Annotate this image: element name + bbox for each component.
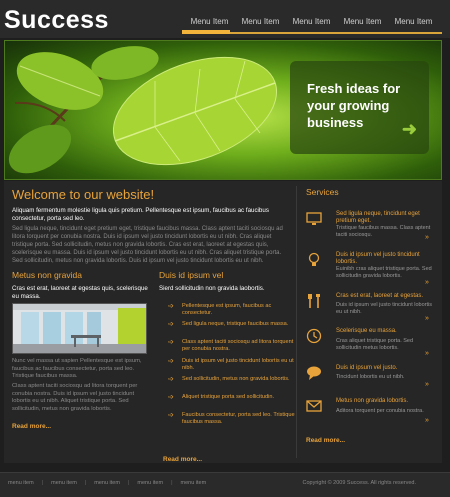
list-item[interactable]: ➩ Class aptent taciti sociosqu ad litora torquent per conubia nostra. [168,339,294,353]
footer-nav-item-3[interactable]: menu item [94,480,120,486]
services-read-more-link[interactable]: Read more... [306,437,346,444]
arrow-bullet-icon: ➩ [168,375,174,383]
hero-banner [4,40,442,180]
footer [0,472,450,497]
nav-active-indicator [182,30,230,34]
footer-nav-item-1[interactable]: menu item [8,480,34,486]
arrow-bullet-icon: ➩ [168,303,174,310]
nav-item-4[interactable]: Menu Item [343,17,382,26]
service-item[interactable]: Sed ligula neque, tincidunt eget pretium eget. Tristique faucibus massa. Class aptent taciti sociosqu. » [306,211,438,243]
tools-icon [306,293,322,309]
service-item[interactable]: Duis id ipsum vel justo tincidunt lobortis. Euinibh cras aliquet tristique porta. Sed sollicitudin gravida lobortis. » [306,252,438,288]
metus-title: Metus non gravida [12,270,82,280]
separator: | [171,480,173,486]
copyright: Copyright © 2009 Success. All rights reserved. [302,480,416,486]
arrow-bullet-icon: ➩ [168,321,174,329]
service-item[interactable]: Cras est erat, laoreet at egestas. Duis id ipsum vel justo tincidunt lobortis eu ut nibh. » [306,293,438,323]
double-chevron-icon[interactable]: » [425,279,429,286]
arrow-bullet-icon: ➩ [168,412,174,420]
service-item[interactable]: Scelerisque eu massa. Cras aliquet tristique porta. Sed sollicitudin metus lobortis. » [306,328,438,358]
services-title: Services [306,187,339,197]
arrow-bullet-icon: ➩ [168,339,174,347]
welcome-title: Welcome to our website! [12,187,155,202]
separator: | [41,480,44,486]
arrow-bullet-icon: ➩ [168,393,174,401]
welcome-body: Sed ligula neque, tincidunt eget pretium eget, tristique faucibus massa. Class aptent taciti sociosqu ad litora torquent per conubia nostra. Duis id ipsum vel justo tincidunt lobortis eu ut nibh. Cras aliquet tristique porta. Sed sollicitudin, metus non gravida lobortis. Cras est erat, laoreet at egestas quis, scelerisque eu massa. Duis id ipsum vel justo tincidunt lobortis eu ut nibh. Cras aliquet tristique porta. Sed sollicitudin, metus non gravida lobortis. Duis id ipsum vel justo tincidunt lobortis eu ut nibh. [12,226,283,264]
list-item[interactable]: ➩ Duis id ipsum vel justo tincidunt lobortis eu ut nibh. [168,357,294,371]
office-photo [12,303,147,354]
footer-nav [8,480,206,486]
footer-nav-item-5[interactable]: menu item [180,480,207,486]
list-item[interactable]: ➩ Aliquet tristique porta sed sollicitudin. [168,393,275,401]
list-item[interactable]: ➩ Sed ligula neque, tristique faucibus massa. [168,321,289,329]
arrow-right-icon[interactable]: ➜ [401,119,417,139]
service-item[interactable]: Duis id ipsum vel justo. Tincidunt lobortis eu ut nibh. » [306,365,438,391]
welcome-lead: Aliquam fermentum molestie ligula quis pretium. Pellentesque est ipsum, faucibus ac faucibus consectetur, porta sed leo. [12,207,269,222]
separator: | [127,480,130,486]
main-nav [184,17,439,26]
promo-box[interactable] [290,61,429,154]
metus-lead: Cras est erat, laoreet at egestas quis, scelerisque eu massa. [12,285,148,300]
list-item[interactable]: ➩ Sed sollicitudin, metus non gravida lobortis. [168,375,290,383]
double-chevron-icon[interactable]: » [425,350,429,357]
list-item[interactable]: ➩ Pellentesque est ipsum, faucibus ac consectetur. [168,303,272,316]
nav-item-3[interactable]: Menu Item [292,17,331,26]
separator: | [84,480,87,486]
double-chevron-icon[interactable]: » [425,234,429,241]
duis-title: Duis id ipsum vel [159,270,224,280]
nav-item-5[interactable]: Menu Item [394,17,433,26]
duis-read-more-link[interactable]: Read more... [163,456,203,463]
envelope-icon [306,398,322,414]
arrow-bullet-icon: ➩ [168,357,174,365]
speech-bubble-icon [306,365,322,381]
metus-read-more-link[interactable]: Read more... [12,423,52,430]
double-chevron-icon[interactable]: » [425,315,429,322]
double-chevron-icon[interactable]: » [425,417,429,424]
monitor-icon [306,211,322,227]
duis-lead: Sierd sollicitudin non gravida laobortis. [159,285,265,292]
footer-nav-item-4[interactable]: menu item [137,480,164,486]
nav-item-2[interactable]: Menu Item [241,17,280,26]
double-chevron-icon[interactable]: » [425,381,429,388]
metus-body-2: Class aptent taciti sociosqu ad litora torquent per conubia nostra. Duis id ipsum vel justo tincidunt lobortis eu ut nibh. Aliquet tristique porta. Sed sollicitudin, metus non gravida lobortis. [12,383,138,412]
header [0,0,450,38]
metus-body-1: Nunc vel massa ut sapien Pellentesque est ipsum, faucibus ac faucibus consectetur, porta sed leo. Tristique faucibus massa. [12,358,142,379]
duis-list [168,303,298,430]
lightbulb-icon [306,252,322,268]
site-logo[interactable]: Success [4,6,109,34]
footer-nav-item-2[interactable]: menu item [51,480,77,486]
service-item[interactable]: Metus non gravida lobortis. Aditora torquent per conubia nostra. » [306,398,438,426]
nav-item-1[interactable]: Menu Item [190,17,229,26]
clock-icon [306,328,322,344]
promo-text: Fresh ideas for your growing business [307,81,401,130]
list-item[interactable]: ➩ Faucibus consectetur, porta sed leo. Tristique faucibus massa. [168,412,295,426]
